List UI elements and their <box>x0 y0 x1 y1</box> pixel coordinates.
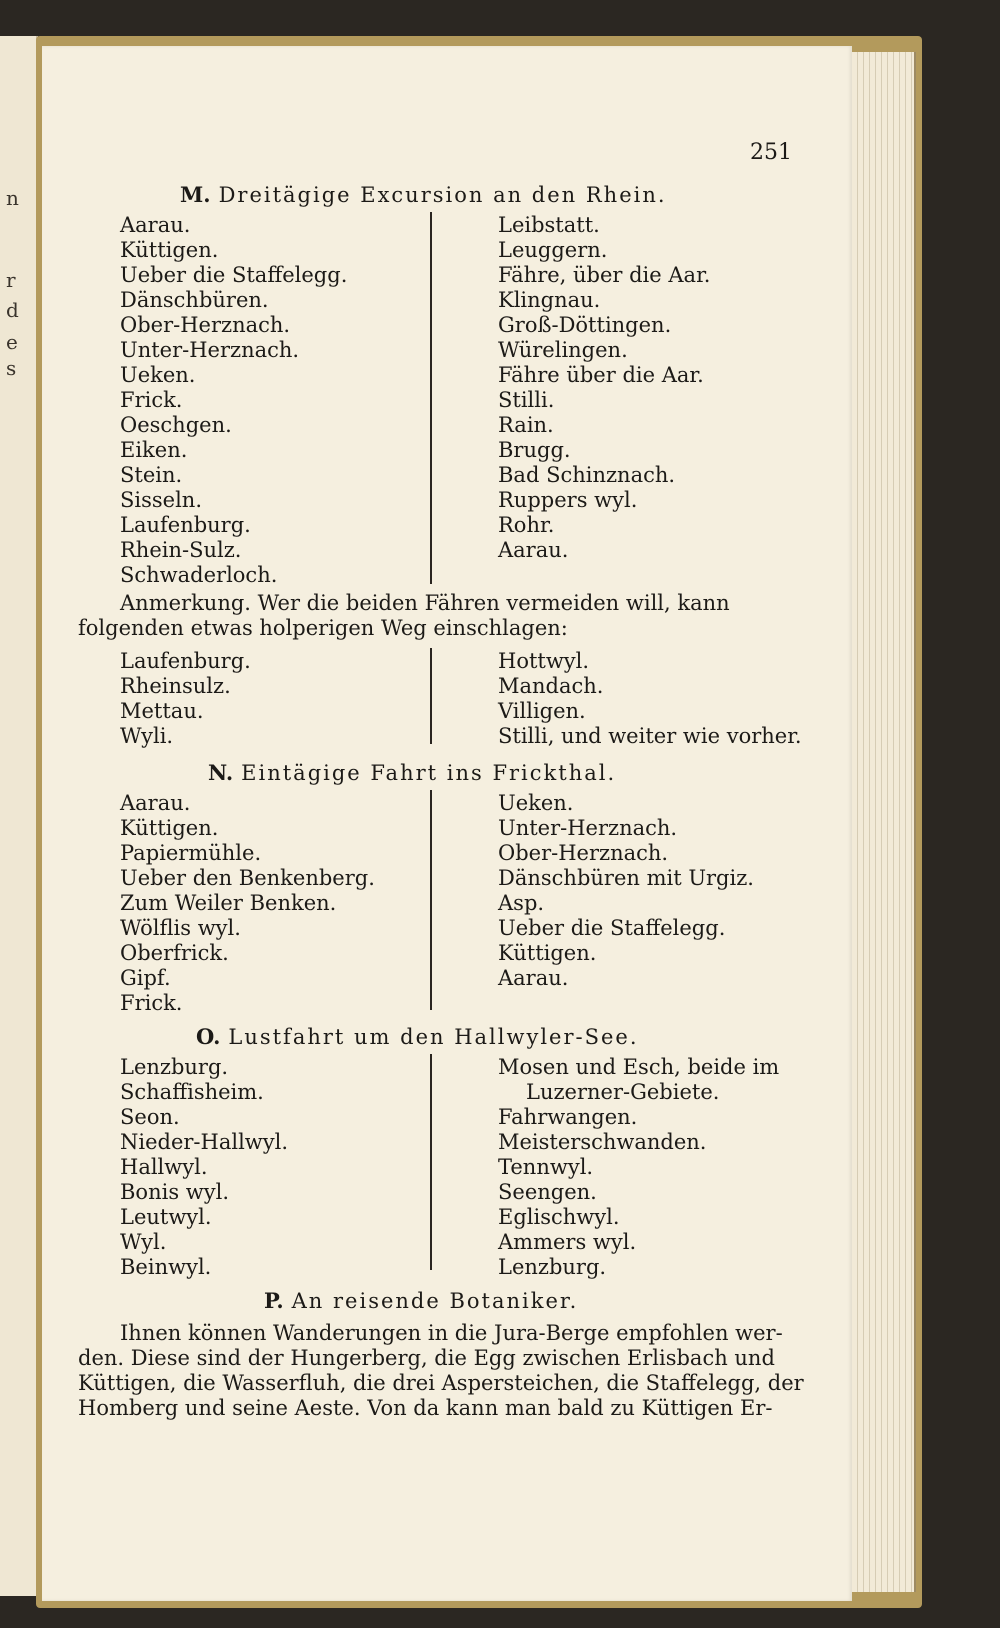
left-fragment: r <box>6 268 16 292</box>
route-stop: Mettau. <box>120 699 204 723</box>
route-stop: Küttigen. <box>120 816 219 840</box>
route-stop: Schwaderloch. <box>120 563 278 587</box>
route-stop: Küttigen. <box>120 238 219 262</box>
route-stop: Frick. <box>120 388 183 412</box>
route-stop: Rohr. <box>498 513 555 537</box>
route-stop: Ueber die Staffelegg. <box>120 263 348 287</box>
section-letter: M. <box>180 182 211 207</box>
route-stop: Leuggern. <box>498 238 608 262</box>
route-stop: Fähre, über die Aar. <box>498 263 711 287</box>
section-title: Lustfahrt um den Hallwyler-See. <box>228 1025 639 1049</box>
section-m-heading <box>180 182 667 208</box>
route-stop: Rhein-Sulz. <box>120 538 242 562</box>
paragraph-line: Küttigen, die Wasserfluh, die drei Aspersteichen, die Staffelegg, der <box>78 1371 804 1395</box>
section-n-heading <box>208 760 616 786</box>
route-stop: Leutwyl. <box>120 1205 212 1229</box>
left-fragment: d <box>6 298 19 322</box>
left-page-sliver <box>0 36 38 1596</box>
route-stop: Seon. <box>120 1105 180 1129</box>
route-stop: Gipf. <box>120 966 171 990</box>
column-divider <box>430 212 432 584</box>
route-stop: Asp. <box>498 891 545 915</box>
route-stop: Seengen. <box>498 1180 597 1204</box>
route-stop: Frick. <box>120 991 183 1015</box>
column-divider <box>430 790 432 1010</box>
route-stop: Würelingen. <box>498 338 628 362</box>
route-stop: Fähre über die Aar. <box>498 363 704 387</box>
route-stop: Oeschgen. <box>120 413 232 437</box>
route-stop: Laufenburg. <box>120 513 251 537</box>
route-stop: Dänschbüren. <box>120 288 269 312</box>
route-stop: Villigen. <box>498 699 586 723</box>
route-stop: Stilli, und weiter wie vorher. <box>498 724 802 748</box>
route-stop: Ueken. <box>498 791 574 815</box>
route-stop: Ober-Herznach. <box>498 841 669 865</box>
route-stop: Hallwyl. <box>120 1155 208 1179</box>
section-p-heading <box>264 1288 578 1314</box>
column-divider <box>430 1054 432 1270</box>
note-line: folgenden etwas holperigen Weg einschlagen: <box>78 616 568 640</box>
left-fragment: s <box>6 356 17 380</box>
route-stop: Lenzburg. <box>498 1255 607 1279</box>
route-stop: Mandach. <box>498 674 604 698</box>
route-stop: Küttigen. <box>498 941 597 965</box>
section-letter: N. <box>208 760 234 785</box>
route-stop: Stein. <box>120 463 183 487</box>
route-stop: Fahrwangen. <box>498 1105 638 1129</box>
route-stop: Aarau. <box>120 791 191 815</box>
left-fragment: e <box>6 330 18 354</box>
section-letter: O. <box>196 1024 221 1049</box>
route-stop: Oberfrick. <box>120 941 229 965</box>
route-stop: Ammers wyl. <box>498 1230 637 1254</box>
route-stop: Wölflis wyl. <box>120 916 241 940</box>
section-title: Dreitägige Excursion an den Rhein. <box>218 183 667 207</box>
section-o-heading <box>196 1024 639 1050</box>
route-stop: Dänschbüren mit Urgiz. <box>498 866 754 890</box>
route-stop: Schaffisheim. <box>120 1080 264 1104</box>
paragraph-line: den. Diese sind der Hungerberg, die Egg zwischen Erlisbach und <box>78 1346 775 1370</box>
route-stop: Aarau. <box>498 966 569 990</box>
route-stop: Bad Schinznach. <box>498 463 676 487</box>
route-stop: Nieder-Hallwyl. <box>120 1130 289 1154</box>
route-stop: Brugg. <box>498 438 571 462</box>
left-fragment: n <box>6 186 19 210</box>
route-stop: Eiken. <box>120 438 188 462</box>
route-stop: Rain. <box>498 413 554 437</box>
route-stop: Groß-Döttingen. <box>498 313 672 337</box>
route-stop: Eglischwyl. <box>498 1205 620 1229</box>
paragraph-line: Ihnen können Wanderungen in die Jura-Berge empfohlen wer- <box>120 1321 783 1345</box>
route-stop: Hottwyl. <box>498 649 590 673</box>
route-stop: Stilli. <box>498 388 555 412</box>
route-stop: Ueber die Staffelegg. <box>498 916 726 940</box>
route-stop: Papiermühle. <box>120 841 262 865</box>
route-stop: Ruppers wyl. <box>498 488 638 512</box>
route-stop: Sisseln. <box>120 488 203 512</box>
route-stop: Laufenburg. <box>120 649 251 673</box>
route-stop: Luzerner-Gebiete. <box>526 1080 720 1104</box>
section-title: Eintägige Fahrt ins Frickthal. <box>241 761 617 785</box>
section-letter: P. <box>264 1288 284 1313</box>
route-stop: Lenzburg. <box>120 1055 229 1079</box>
route-stop: Unter-Herznach. <box>498 816 678 840</box>
column-divider <box>430 648 432 744</box>
route-stop: Leibstatt. <box>498 213 600 237</box>
note-line: Anmerkung. Wer die beiden Fähren vermeiden will, kann <box>120 591 730 615</box>
page-edge-stack <box>852 52 916 1592</box>
route-stop: Klingnau. <box>498 288 601 312</box>
route-stop: Unter-Herznach. <box>120 338 300 362</box>
route-stop: Aarau. <box>120 213 191 237</box>
route-stop: Beinwyl. <box>120 1255 212 1279</box>
route-stop: Meisterschwanden. <box>498 1130 707 1154</box>
route-stop: Aarau. <box>498 538 569 562</box>
route-stop: Bonis wyl. <box>120 1180 229 1204</box>
route-stop: Ober-Herznach. <box>120 313 291 337</box>
route-stop: Rheinsulz. <box>120 674 231 698</box>
route-stop: Tennwyl. <box>498 1155 594 1179</box>
page-number: 251 <box>750 140 792 165</box>
route-stop: Ueken. <box>120 363 196 387</box>
route-stop: Wyli. <box>120 724 174 748</box>
route-stop: Wyl. <box>120 1230 167 1254</box>
route-stop: Zum Weiler Benken. <box>120 891 337 915</box>
route-stop: Mosen und Esch, beide im <box>498 1055 780 1079</box>
section-title: An reisende Botaniker. <box>291 1289 579 1313</box>
paragraph-line: Homberg und seine Aeste. Von da kann man bald zu Küttigen Er- <box>78 1396 773 1420</box>
route-stop: Ueber den Benkenberg. <box>120 866 375 890</box>
